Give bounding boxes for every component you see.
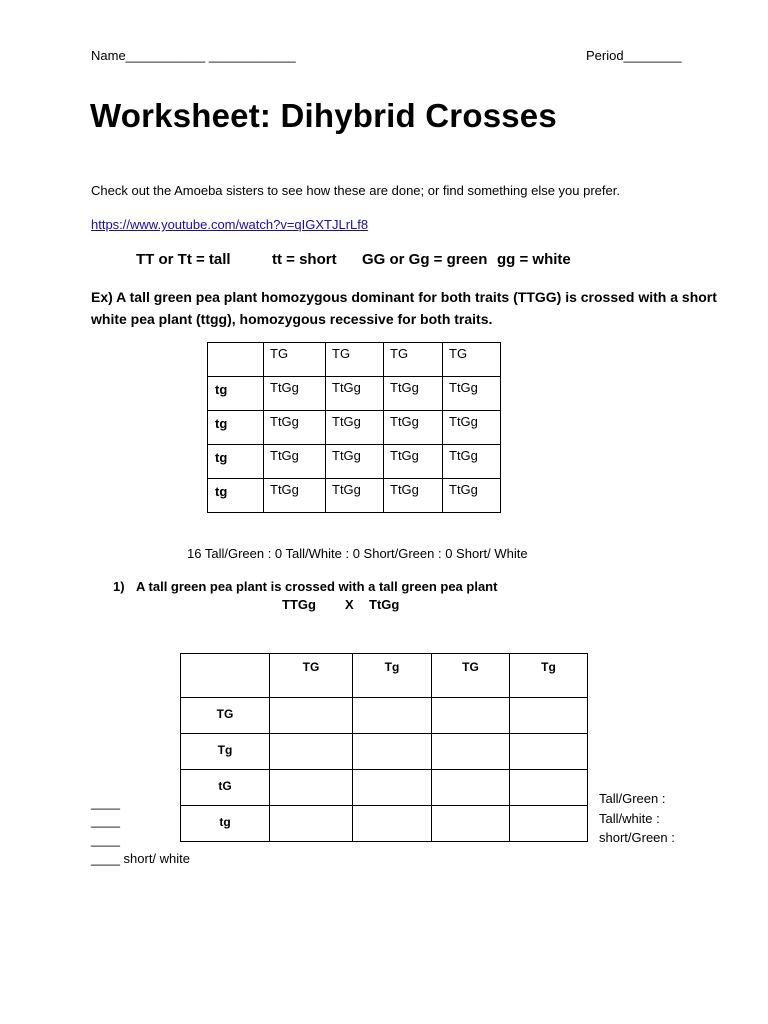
example-ratio: 16 Tall/Green : 0 Tall/White : 0 Short/Green : 0 Short/ White: [187, 546, 528, 561]
table-cell: TtGg: [384, 411, 443, 445]
column-header: TG: [270, 654, 353, 698]
table-cell: TtGg: [326, 377, 384, 411]
row-header: TG: [181, 698, 270, 734]
parent1-genotype: TTGg: [282, 597, 316, 612]
answer-cell[interactable]: [510, 734, 588, 770]
row-header: tg: [208, 377, 264, 411]
table-row: [181, 734, 588, 770]
key-green: GG or Gg = green: [362, 251, 488, 268]
row-header: Tg: [181, 734, 270, 770]
key-white: gg = white: [497, 251, 571, 268]
answer-cell[interactable]: [432, 734, 510, 770]
row-header: tg: [208, 445, 264, 479]
right-label-tall-white: Tall/white :: [599, 811, 660, 826]
column-header: Tg: [510, 654, 588, 698]
question-number: 1): [113, 579, 125, 594]
row-header: tg: [208, 479, 264, 513]
column-header: Tg: [353, 654, 432, 698]
answer-cell[interactable]: [353, 734, 432, 770]
answer-cell[interactable]: [270, 698, 353, 734]
name-field-label: Name___________ ____________: [91, 48, 296, 63]
right-label-tall-green: Tall/Green :: [599, 791, 666, 806]
column-header: TG: [264, 343, 326, 377]
column-header: TG: [443, 343, 501, 377]
table-cell: TtGg: [326, 479, 384, 513]
period-field-label: Period________: [586, 48, 682, 63]
table-row: [208, 411, 501, 445]
table-cell: TtGg: [443, 411, 501, 445]
table-cell: TtGg: [443, 377, 501, 411]
row-header: tG: [181, 770, 270, 806]
column-header: TG: [432, 654, 510, 698]
answer-cell[interactable]: [432, 806, 510, 842]
row-header: tg: [208, 411, 264, 445]
page-title: Worksheet: Dihybrid Crosses: [90, 97, 557, 134]
answer-blank-tall-white[interactable]: ____: [91, 813, 120, 828]
answer-blank-tall-green[interactable]: ____: [91, 795, 120, 810]
table-row: [208, 479, 501, 513]
answer-cell[interactable]: [432, 698, 510, 734]
answer-cell[interactable]: [353, 698, 432, 734]
answer-blank-short-green[interactable]: ____: [91, 832, 120, 847]
table-cell: TtGg: [384, 445, 443, 479]
example-text-line1: Ex) A tall green pea plant homozygous dominant for both traits (TTGG) is crossed with a short: [91, 289, 717, 305]
table-row: [208, 445, 501, 479]
table-cell: TtGg: [443, 479, 501, 513]
table-cell: TtGg: [264, 377, 326, 411]
intro-text: Check out the Amoeba sisters to see how these are done; or find something else you prefer.: [91, 183, 620, 198]
table-cell: TtGg: [264, 411, 326, 445]
example-punnett-square: [207, 342, 501, 513]
table-row: [208, 377, 501, 411]
answer-cell[interactable]: [270, 806, 353, 842]
answer-cell[interactable]: [270, 734, 353, 770]
column-header: TG: [384, 343, 443, 377]
answer-cell[interactable]: [510, 698, 588, 734]
table-row: [181, 654, 588, 698]
table-cell: TtGg: [326, 411, 384, 445]
answer-cell[interactable]: [510, 770, 588, 806]
example-text-line2: white pea plant (ttgg), homozygous recessive for both traits.: [91, 311, 493, 327]
parent2-genotype: TtGg: [369, 597, 400, 612]
key-short: tt = short: [272, 251, 337, 268]
answer-blank-short-white[interactable]: ____ short/ white: [91, 851, 191, 866]
table-cell: TtGg: [384, 479, 443, 513]
table-row: [181, 770, 588, 806]
column-header: TG: [326, 343, 384, 377]
question1-punnett-square: [180, 653, 588, 842]
table-cell: TtGg: [264, 445, 326, 479]
answer-cell[interactable]: [510, 806, 588, 842]
key-tall: TT or Tt = tall: [136, 251, 231, 268]
question-text: A tall green pea plant is crossed with a tall green pea plant: [136, 579, 498, 594]
row-header: tg: [181, 806, 270, 842]
right-label-short-green: short/Green :: [599, 830, 675, 845]
corner-cell: [181, 654, 270, 698]
answer-cell[interactable]: [270, 770, 353, 806]
table-cell: TtGg: [326, 445, 384, 479]
table-cell: TtGg: [264, 479, 326, 513]
table-row: [208, 343, 501, 377]
answer-cell[interactable]: [432, 770, 510, 806]
table-cell: TtGg: [443, 445, 501, 479]
table-cell: TtGg: [384, 377, 443, 411]
answer-cell[interactable]: [353, 770, 432, 806]
youtube-link[interactable]: https://www.youtube.com/watch?v=qIGXTJLrLf8: [91, 217, 369, 232]
corner-cell: [208, 343, 264, 377]
answer-cell[interactable]: [353, 806, 432, 842]
table-row: [181, 698, 588, 734]
table-row: [181, 806, 588, 842]
cross-symbol: X: [345, 597, 354, 612]
